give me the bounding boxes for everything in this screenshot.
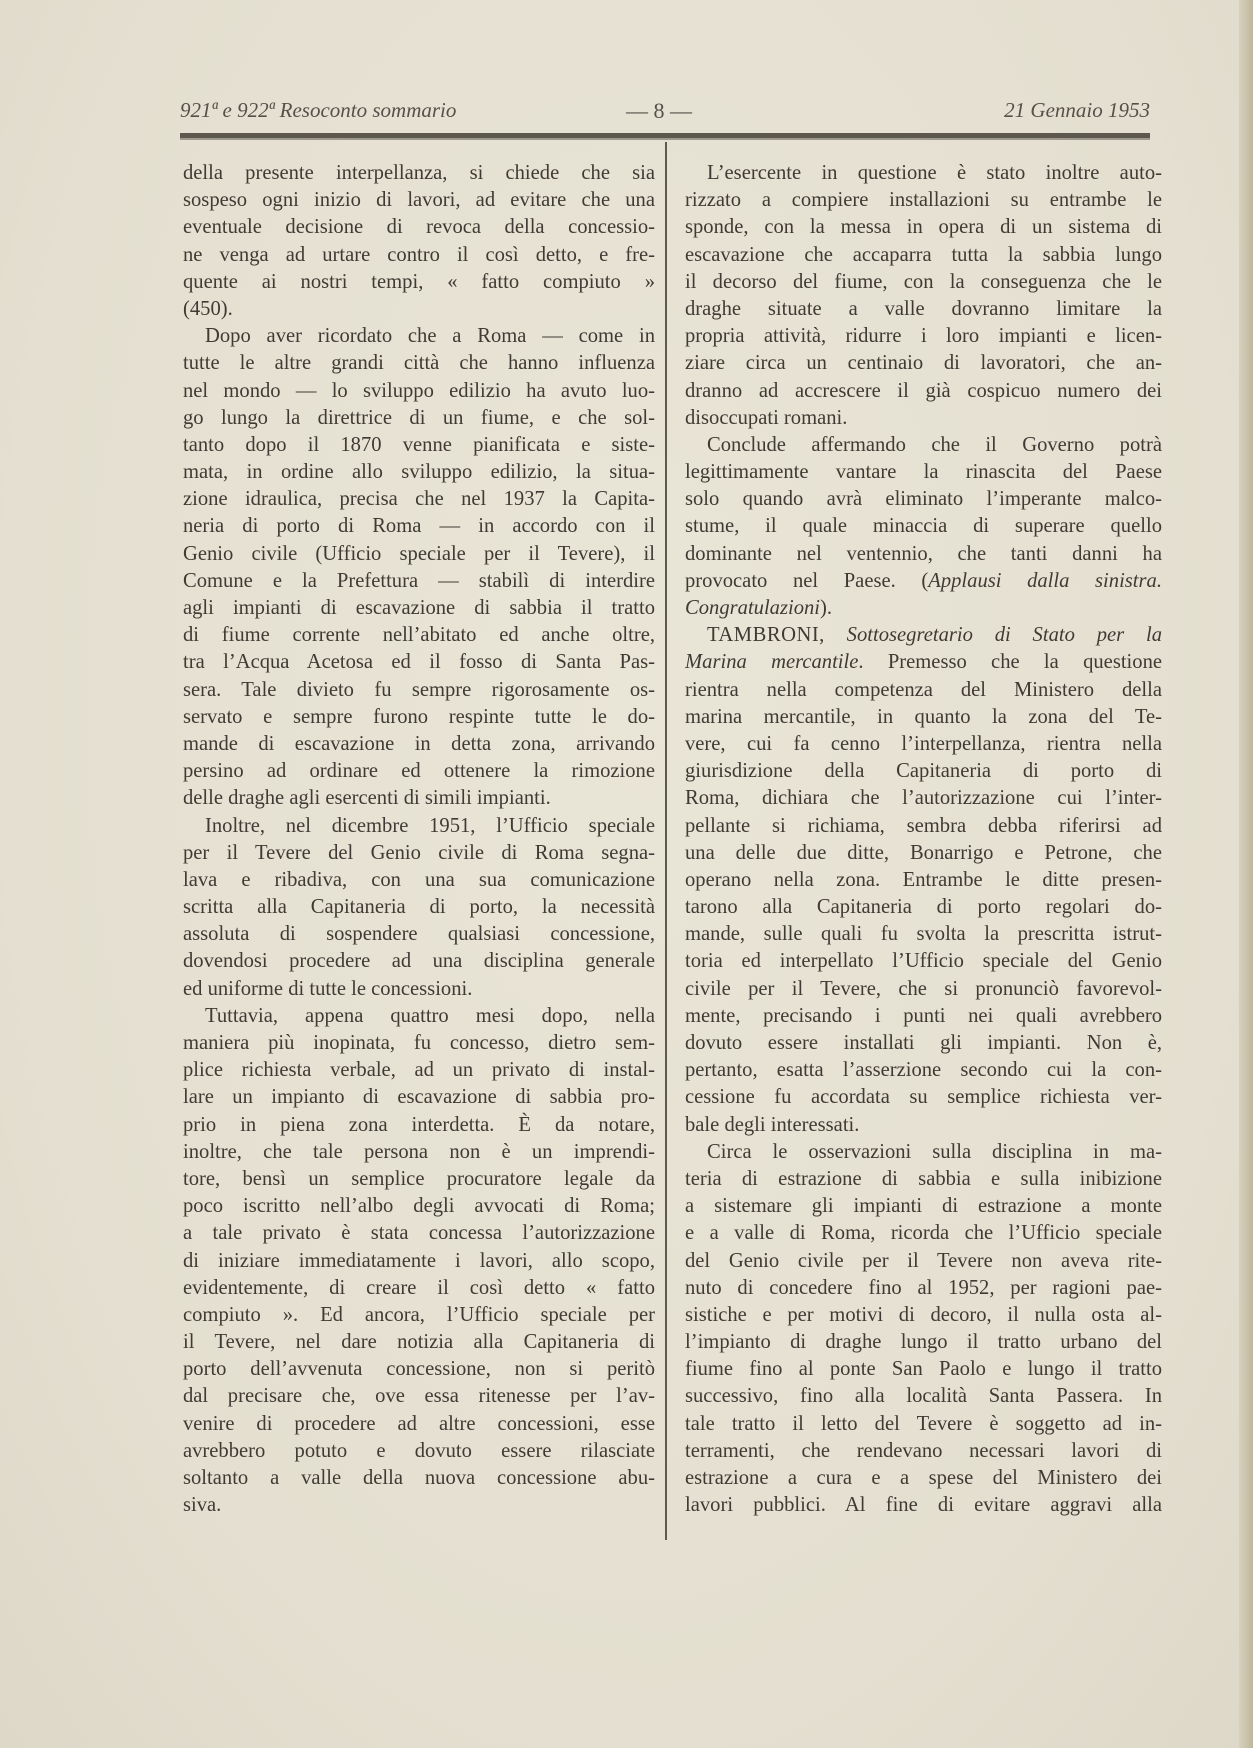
text-fragment: . Premesso che la questione: [858, 651, 1163, 674]
page-edge-shadow: [1239, 0, 1253, 1748]
text-line: inoltre, che tale persona non è un imprendi-: [183, 1140, 655, 1163]
text-line: solo quando avrà eliminato l’imperante malco-: [685, 488, 1162, 511]
text-line: tarono alla Capitaneria di porto regolari do-: [685, 896, 1162, 919]
paragraph: [183, 1003, 655, 1520]
page-number: — 8 —: [626, 98, 692, 123]
text-line: venire di procedere ad altre concessioni, esse: [183, 1412, 655, 1435]
text-line: Conclude affermando che il Governo potrà: [707, 433, 1162, 456]
text-line: della presente interpellanza, si chiede che sia: [183, 162, 655, 184]
text-line: dominante nel ventennio, che tanti danni ha: [685, 542, 1162, 565]
text-line: delle draghe agli esercenti di simili impianti.: [183, 787, 551, 810]
text-line: porto dell’avvenuta concessione, non si peritò: [183, 1358, 655, 1381]
text-line: Dopo aver ricordato che a Roma — come in: [205, 325, 655, 348]
text-line: del Genio civile per il Tevere non aveva rite-: [685, 1249, 1162, 1272]
text-line: fiume fino al ponte San Paolo e lungo il tratto: [685, 1358, 1162, 1381]
header-session-title: 921ª e 922ª Resoconto sommario: [180, 98, 457, 122]
text-line: a sistemare gli impianti di estrazione a monte: [685, 1195, 1162, 1218]
text-line: disoccupati romani.: [685, 406, 848, 429]
text-line: di iniziare immediatamente i lavori, allo scopo,: [183, 1249, 655, 1272]
text-line: a tale privato è stata concessa l’autorizzazione: [183, 1222, 655, 1245]
text-line: ed uniforme di tutte le concessioni.: [183, 977, 473, 1000]
text-line: mata, in ordine allo sviluppo edilizio, la situa-: [183, 461, 655, 484]
paragraph: [685, 1139, 1162, 1520]
text-line: plice richiesta verbale, ad un privato di instal-: [183, 1059, 655, 1082]
text-line: siva.: [183, 1494, 222, 1517]
text-line: Roma, dichiara che l’autorizzazione cui l’inter-: [685, 787, 1162, 810]
text-line: toria ed interpellato l’Ufficio speciale del Genio: [685, 950, 1162, 973]
text-line: neria di porto di Roma — in accordo con il: [183, 515, 655, 538]
text-line: L’esercente in questione è stato inoltre auto-: [707, 162, 1162, 184]
text-line: servato e sempre furono respinte tutte le do-: [183, 705, 655, 728]
right-column: [685, 160, 1162, 1519]
paragraph: [685, 432, 1162, 622]
text-line: zione idraulica, precisa che nel 1937 la Capita-: [183, 488, 655, 511]
stage-direction: Congratulazioni: [685, 597, 821, 619]
text-line: di fiume corrente nell’abitato ed anche oltre,: [183, 624, 655, 647]
header-date: 21 Gennaio 1953: [1004, 98, 1150, 122]
paragraph: [685, 622, 1162, 1139]
text-line: eventuale decisione di revoca della concessio-: [183, 216, 655, 239]
text-line: mande di escavazione in detta zona, arrivando: [183, 732, 655, 755]
text-line: sponde, con la messa in opera di un sistema di: [685, 216, 1162, 239]
paragraph: [183, 813, 655, 1003]
text-line: tutte le altre grandi città che hanno influenza: [183, 352, 655, 375]
text-fragment: provocato nel Paese. (: [685, 569, 929, 592]
text-line: rientra nella competenza del Ministero della: [685, 678, 1162, 701]
text-line: [685, 622, 1162, 649]
text-line: (450).: [183, 297, 233, 320]
text-line: giurisdizione della Capitaneria di porto di: [685, 760, 1162, 783]
text-line: stume, il quale minaccia di superare quello: [685, 515, 1162, 538]
text-line: go lungo la direttrice di un fiume, e che sol-: [183, 406, 655, 429]
text-line: agli impianti di escavazione di sabbia il tratto: [183, 597, 655, 619]
running-header: [180, 98, 1150, 128]
text-line: operano nella zona. Entrambe le ditte presen-: [685, 868, 1162, 891]
paragraph: [183, 323, 655, 812]
text-fragment: ).: [820, 597, 833, 619]
text-line: estrazione a cura e a spese del Ministero dei: [685, 1467, 1162, 1489]
speaker-role: Marina mercantile: [685, 651, 859, 674]
text-line: tra l’Acqua Acetosa ed il fosso di Santa Pas-: [183, 651, 655, 674]
text-line: e a valle di Roma, ricorda che l’Ufficio speciale: [685, 1222, 1162, 1245]
speaker-role: Sottosegretario di Stato per la: [846, 624, 1162, 647]
text-line: ne venga ad urtare contro il così detto, e fre-: [183, 243, 655, 266]
paragraph: [183, 160, 655, 323]
text-line: vere, cui fa cenno l’interpellanza, rientra nella: [685, 732, 1162, 755]
text-line: sospeso ogni inizio di lavori, ad evitare che una: [183, 189, 655, 212]
text-line: mande, sulle quali fu svolta la prescritta istrut-: [685, 923, 1162, 946]
text-line: persino ad ordinare ed ottenere la rimozione: [183, 760, 655, 783]
text-line: evidentemente, di creare il così detto « fatto: [183, 1276, 655, 1299]
text-line: dranno ad accrescere il già cospicuo numero dei: [685, 379, 1162, 402]
text-line: Inoltre, nel dicembre 1951, l’Ufficio speciale: [205, 814, 655, 837]
text-line: avrebbero potuto e dovuto essere rilasciate: [183, 1439, 655, 1462]
text-line: [685, 595, 1162, 622]
text-line: il decorso del fiume, con la conseguenza che le: [685, 270, 1162, 293]
text-line: Comune e la Prefettura — stabilì di interdire: [183, 569, 655, 592]
text-line: bale degli interessati.: [685, 1113, 860, 1136]
text-line: nuto di concedere fino al 1952, per ragioni pae-: [685, 1276, 1162, 1299]
text-line: [685, 649, 1162, 676]
text-line: tanto dopo il 1870 venne pianificata e siste-: [183, 433, 655, 456]
text-line: rizzato a compiere installazioni su entrambe le: [685, 189, 1162, 212]
text-line: prio in piena zona interdetta. È da notare,: [183, 1113, 655, 1136]
text-line: cessione fu accordata su semplice richiesta ver-: [685, 1086, 1162, 1109]
text-line: sistiche e per motivi di decoro, il nulla osta al-: [685, 1303, 1162, 1326]
text-line: Tuttavia, appena quattro mesi dopo, nella: [205, 1004, 655, 1027]
text-line: compiuto ». Ed ancora, l’Ufficio speciale per: [183, 1303, 655, 1326]
text-line: pellante si richiama, sembra debba riferirsi ad: [685, 814, 1162, 837]
text-line: sera. Tale divieto fu sempre rigorosamente os-: [183, 678, 655, 701]
text-line: successivo, fino alla località Santa Passera. In: [685, 1385, 1162, 1408]
text-line: lare un impianto di escavazione di sabbia pro-: [183, 1086, 655, 1109]
text-line: assoluta di sospendere qualsiasi concessione,: [183, 923, 655, 946]
left-column: [183, 160, 655, 1519]
text-line: escavazione che accaparra tutta la sabbia lungo: [685, 243, 1162, 266]
text-line: dovendosi procedere ad una disciplina generale: [183, 950, 655, 973]
text-line: [685, 568, 1162, 595]
text-line: per il Tevere del Genio civile di Roma segna-: [183, 841, 655, 864]
text-line: lava e ribadiva, con una sua comunicazione: [183, 868, 655, 891]
column-divider: [665, 142, 667, 1540]
text-line: legittimamente vantare la rinascita del Paese: [685, 461, 1162, 484]
header-rule: [180, 133, 1150, 138]
text-line: dovuto essere installati gli impianti. Non è,: [685, 1032, 1162, 1054]
text-line: l’impianto di draghe lungo il tratto urbano del: [685, 1331, 1162, 1354]
stage-direction: Applausi dalla sinistra.: [928, 569, 1162, 592]
speaker-name: TAMBRONI,: [707, 624, 825, 647]
text-line: terramenti, che rendevano necessari lavori di: [685, 1439, 1162, 1462]
text-line: nel mondo — lo sviluppo edilizio ha avuto luo-: [183, 379, 655, 402]
text-line: il Tevere, nel dare notizia alla Capitaneria di: [183, 1331, 655, 1354]
text-line: marina mercantile, in quanto la zona del Te-: [685, 705, 1162, 728]
text-line: una delle due ditte, Bonarrigo e Petrone, che: [685, 841, 1162, 864]
text-line: mente, precisando i punti nei quali avrebbero: [685, 1004, 1162, 1027]
text-line: lavori pubblici. Al fine di evitare aggravi alla: [685, 1494, 1162, 1517]
text-line: ziare circa un centinaio di lavoratori, che an-: [685, 352, 1162, 375]
text-line: soltanto a valle della nuova concessione abu-: [183, 1467, 655, 1489]
text-line: quente ai nostri tempi, « fatto compiuto »: [183, 270, 655, 293]
text-line: tale tratto il letto del Tevere è soggetto ad in-: [685, 1412, 1162, 1435]
text-line: propria attività, ridurre i loro impianti e licen-: [685, 325, 1162, 348]
text-line: pertanto, esatta l’asserzione secondo cui la con-: [685, 1059, 1162, 1082]
text-line: Genio civile (Ufficio speciale per il Tevere), il: [183, 542, 655, 565]
text-line: dal precisare che, ove essa ritenesse per l’av-: [183, 1385, 655, 1408]
text-line: maniera più inopinata, fu concesso, dietro sem-: [183, 1032, 655, 1054]
text-line: tore, bensì un semplice procuratore legale da: [183, 1167, 655, 1190]
text-line: scritta alla Capitaneria di porto, la necessità: [183, 896, 655, 919]
text-line: civile per il Tevere, che si pronunciò favorevol-: [685, 977, 1162, 1000]
text-line: poco iscritto nell’albo degli avvocati di Roma;: [183, 1195, 655, 1218]
text-line: draghe situate a valle dovranno limitare la: [685, 297, 1162, 320]
text-line: teria di estrazione di sabbia e sulla inibizione: [685, 1167, 1162, 1190]
text-line: Circa le osservazioni sulla disciplina in ma-: [707, 1140, 1162, 1163]
paragraph: [685, 160, 1162, 432]
